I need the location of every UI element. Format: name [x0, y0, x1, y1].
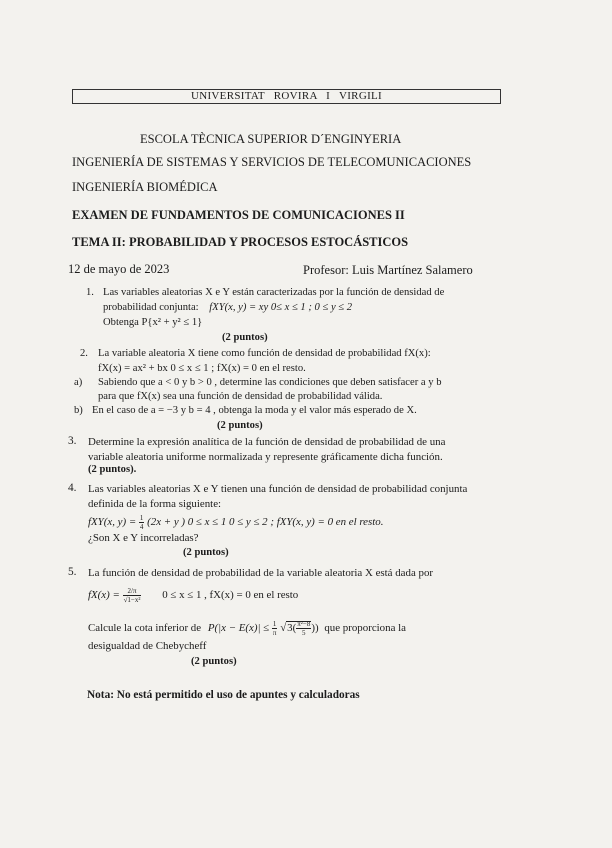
q4-number: 4. — [68, 482, 77, 494]
q4-density-formula — [88, 514, 383, 531]
exam-topic: TEMA II: PROBABILIDAD Y PROCESOS ESTOCÁSTICOS — [72, 235, 409, 249]
q4-points: (2 puntos) — [183, 547, 229, 558]
q1-density-formula: fXY(x, y) = xy 0≤ x ≤ 1 ; 0 ≤ y ≤ 2 — [209, 302, 353, 313]
q4-formula-rhs: (2x + y ) 0 ≤ x ≤ 1 0 ≤ y ≤ 2 ; fXY(x, y) = 0 en el resto. — [147, 516, 384, 528]
q2-b-label: b) — [74, 405, 83, 416]
q4-fraction-denominator: 4 — [139, 523, 144, 531]
q5-bound-denominator: π — [272, 629, 277, 637]
q1-line-2 — [103, 301, 352, 315]
sqrt-icon: √ — [280, 622, 287, 634]
university-header-box — [72, 89, 501, 104]
q1-line-1: Las variables aleatorias X e Y están caracterizadas por la función de densidad de — [103, 287, 445, 298]
q5-formula-rhs: 0 ≤ x ≤ 1 , fX(x) = 0 en el resto — [162, 589, 299, 601]
q2-a-line-1: Sabiendo que a < 0 y b > 0 , determine las condiciones que deben satisfacer a y b — [98, 377, 442, 388]
q5-inner-numerator: π²−8 — [297, 620, 311, 628]
q5-density-formula — [88, 587, 298, 604]
q5-sqrt-body — [286, 620, 311, 637]
q5-number: 5. — [68, 566, 77, 578]
q2-b-line-1: En el caso de a = −3 y b = 4 , obtenga la moda y el valor más esperado de X. — [92, 405, 417, 416]
q2-points: (2 puntos) — [217, 420, 263, 431]
professor-name: Profesor: Luis Martínez Salamero — [303, 263, 473, 277]
q1-line-2-text: probabilidad conjunta: — [103, 302, 199, 313]
q4-fraction-numerator: 1 — [139, 514, 144, 522]
q3-number: 3. — [68, 435, 77, 447]
q5-inner-fraction — [296, 620, 311, 637]
degree-biomedical: INGENIERÍA BIOMÉDICA — [72, 180, 218, 194]
q5-inner-denominator: 5 — [302, 629, 306, 637]
q4-line-2: definida de la forma siguiente: — [88, 498, 222, 510]
q3-line-1: Determine la expresión analítica de la función de densidad de probabilidad de una — [88, 436, 446, 448]
q1-points: (2 puntos) — [222, 332, 268, 343]
q1-number: 1. — [86, 287, 94, 298]
q5-line-3-tail: que proporciona la — [324, 622, 406, 634]
q4-line-4: ¿Son X e Y incorreladas? — [88, 532, 199, 544]
q5-prob-expression: P(|x − E(x)| ≤ — [207, 622, 270, 634]
university-name: UNIVERSITAT ROVIRA I VIRGILI — [190, 90, 383, 102]
q5-bound-fraction — [272, 620, 278, 637]
q5-line-3 — [88, 620, 406, 637]
q5-fraction-numerator: 2/π — [123, 587, 142, 596]
exam-date: 12 de mayo de 2023 — [68, 262, 170, 276]
q5-prob-close: )) — [311, 622, 319, 634]
exam-note: Nota: No está permitido el uso de apuntes y calculadoras — [87, 689, 360, 701]
q2-a-label: a) — [74, 377, 83, 388]
q2-a-line-2: para que fX(x) sea una función de densidad de probabilidad válida. — [98, 391, 383, 402]
q5-formula-lhs: fX(x) = — [88, 589, 120, 601]
q2-line-1: La variable aleatoria X tiene como función de densidad de probabilidad fX(x): — [98, 348, 431, 359]
q5-bound-numerator: 1 — [272, 620, 277, 628]
q5-fraction — [123, 587, 142, 604]
q5-line-1: La función de densidad de probabilidad de la variable aleatoria X está dada por — [88, 567, 434, 579]
school-name: ESCOLA TÈCNICA SUPERIOR D´ENGINYERIA — [140, 132, 402, 146]
exam-title: EXAMEN DE FUNDAMENTOS DE COMUNICACIONES II — [72, 208, 405, 222]
q5-fraction-denominator: √1−x² — [123, 596, 141, 604]
q3-points: (2 puntos). — [88, 464, 137, 475]
q5-sqrt-prefix: 3( — [287, 622, 297, 634]
q2-number: 2. — [80, 348, 88, 359]
q4-formula-lhs: fXY(x, y) = — [88, 516, 137, 528]
q5-line-3-text: Calcule la cota inferior de — [88, 622, 202, 634]
q5-points: (2 puntos) — [191, 656, 237, 667]
degree-telecom: INGENIERÍA DE SISTEMAS Y SERVICIOS DE TELECOMUNICACIONES — [72, 155, 472, 169]
q4-line-1: Las variables aleatorias X e Y tienen una función de densidad de probabilidad conjunta — [88, 483, 468, 495]
q4-fraction — [139, 514, 145, 531]
q2-line-2: fX(x) = ax² + bx 0 ≤ x ≤ 1 ; fX(x) = 0 en el resto. — [98, 363, 306, 374]
q1-line-3: Obtenga P{x² + y² ≤ 1} — [103, 317, 203, 328]
q3-line-2: variable aleatoria uniforme normalizada y represente gráficamente dicha función. — [88, 451, 443, 463]
q5-line-4: desigualdad de Chebycheff — [88, 640, 207, 652]
